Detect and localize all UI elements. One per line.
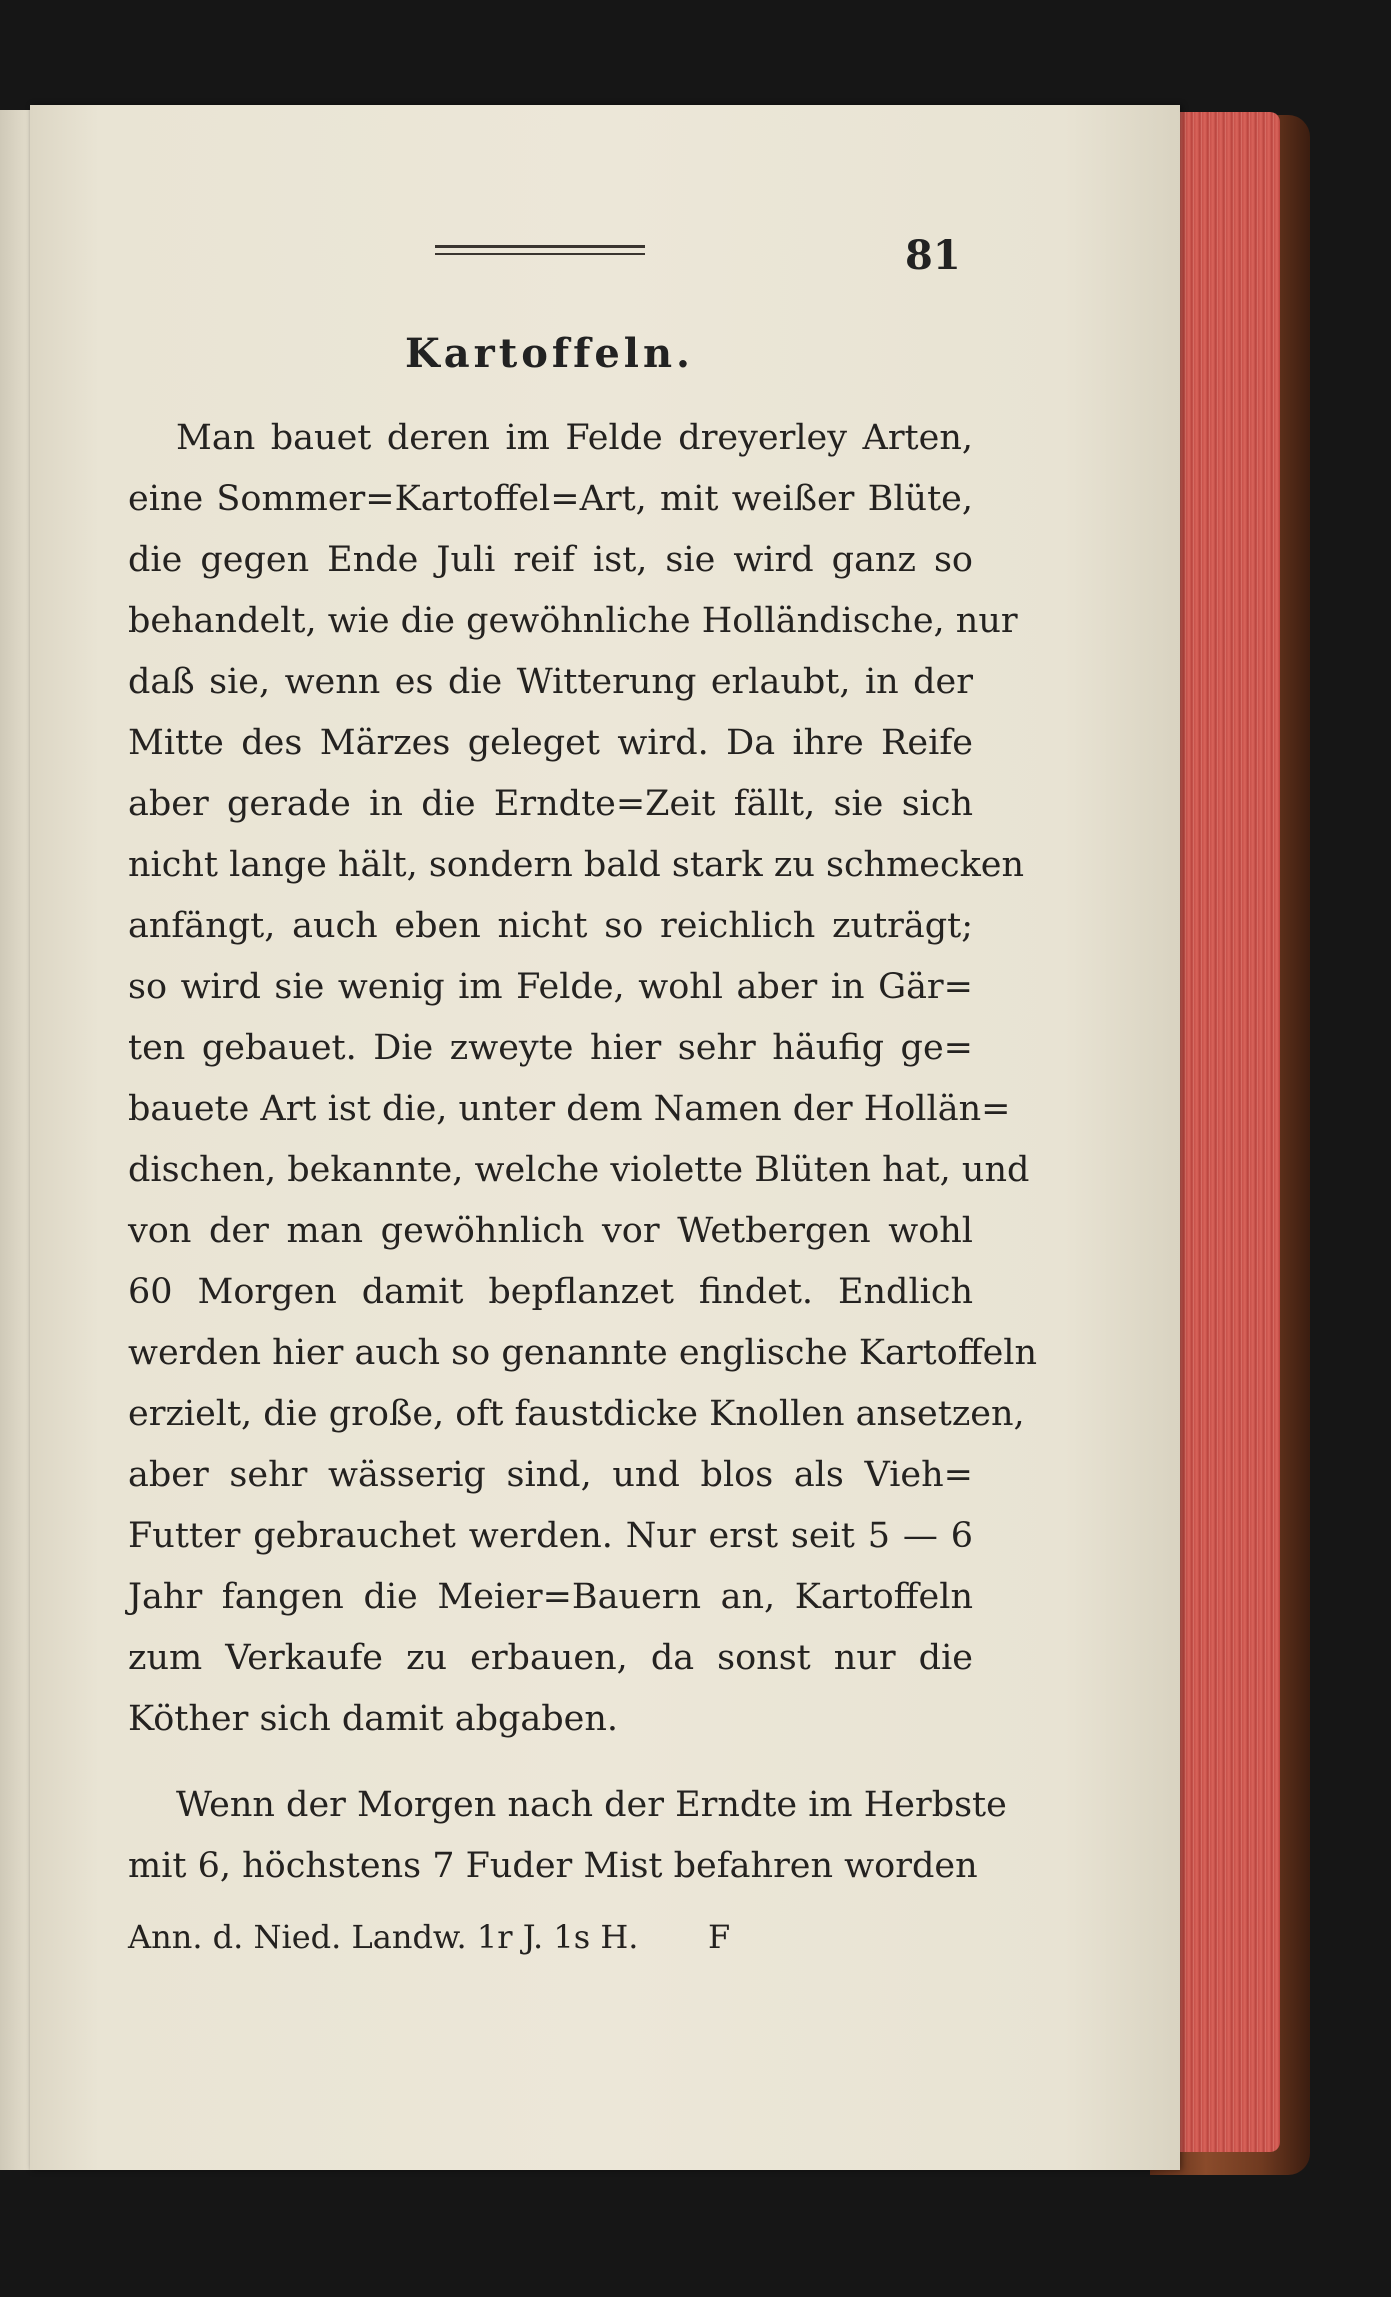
text-line: aber sehr wässerig sind, und blos als Vieh=: [128, 1455, 973, 1495]
paragraph: [128, 408, 1038, 1750]
text-line: dischen, bekannte, welche violette Blüten hat, und: [128, 1150, 1030, 1190]
text-line: so wird sie wenig im Felde, wohl aber in Gär=: [128, 967, 973, 1007]
text-line: werden hier auch so genannte englische Kartoffeln: [128, 1333, 1038, 1373]
text-line: zum Verkaufe zu erbauen, da sonst nur die: [128, 1638, 973, 1678]
text-line: Man bauet deren im Felde dreyerley Arten,: [176, 418, 973, 458]
text-line: daß sie, wenn es die Witterung erlaubt, in der: [128, 662, 973, 702]
text-line: erzielt, die große, oft faustdicke Knollen ansetzen,: [128, 1394, 1025, 1434]
text-line: Wenn der Morgen nach der Erndte im Herbste: [176, 1785, 1007, 1825]
text-line: ten gebauet. Die zweyte hier sehr häufig ge=: [128, 1028, 973, 1068]
text-line: 60 Morgen damit bepflanzet findet. Endlich: [128, 1272, 973, 1312]
page-number: 81: [905, 232, 961, 279]
text-line: nicht lange hält, sondern bald stark zu schmecken: [128, 845, 1025, 885]
text-line: Mitte des Märzes geleget wird. Da ihre Reife: [128, 723, 973, 763]
text-line: mit 6, höchstens 7 Fuder Mist befahren worden: [128, 1846, 978, 1886]
header-rule: [435, 245, 645, 259]
paragraph: [128, 1775, 1007, 1897]
text-line: bauete Art ist die, unter dem Namen der Hollän=: [128, 1089, 1011, 1129]
text-line: Futter gebrauchet werden. Nur erst seit 5 — 6: [128, 1516, 973, 1556]
text-line: Köther sich damit abgaben.: [128, 1699, 619, 1739]
sheet-mark: F: [708, 1918, 731, 1956]
text-line: von der man gewöhnlich vor Wetbergen wohl: [128, 1211, 973, 1251]
text-line: Jahr fangen die Meier=Bauern an, Kartoffeln: [128, 1577, 973, 1617]
footer-signature: Ann. d. Nied. Landw. 1r J. 1s H.: [128, 1918, 639, 1956]
text-line: eine Sommer=Kartoffel=Art, mit weißer Blüte,: [128, 479, 973, 519]
text-line: anfängt, auch eben nicht so reichlich zuträgt;: [128, 906, 973, 946]
text-line: die gegen Ende Juli reif ist, sie wird ganz so: [128, 540, 973, 580]
page-footer: [128, 1912, 973, 1962]
text-line: aber gerade in die Erndte=Zeit fällt, sie sich: [128, 784, 973, 824]
section-title: Kartoffeln.: [405, 330, 694, 377]
text-line: behandelt, wie die gewöhnliche Holländische, nur: [128, 601, 1018, 641]
